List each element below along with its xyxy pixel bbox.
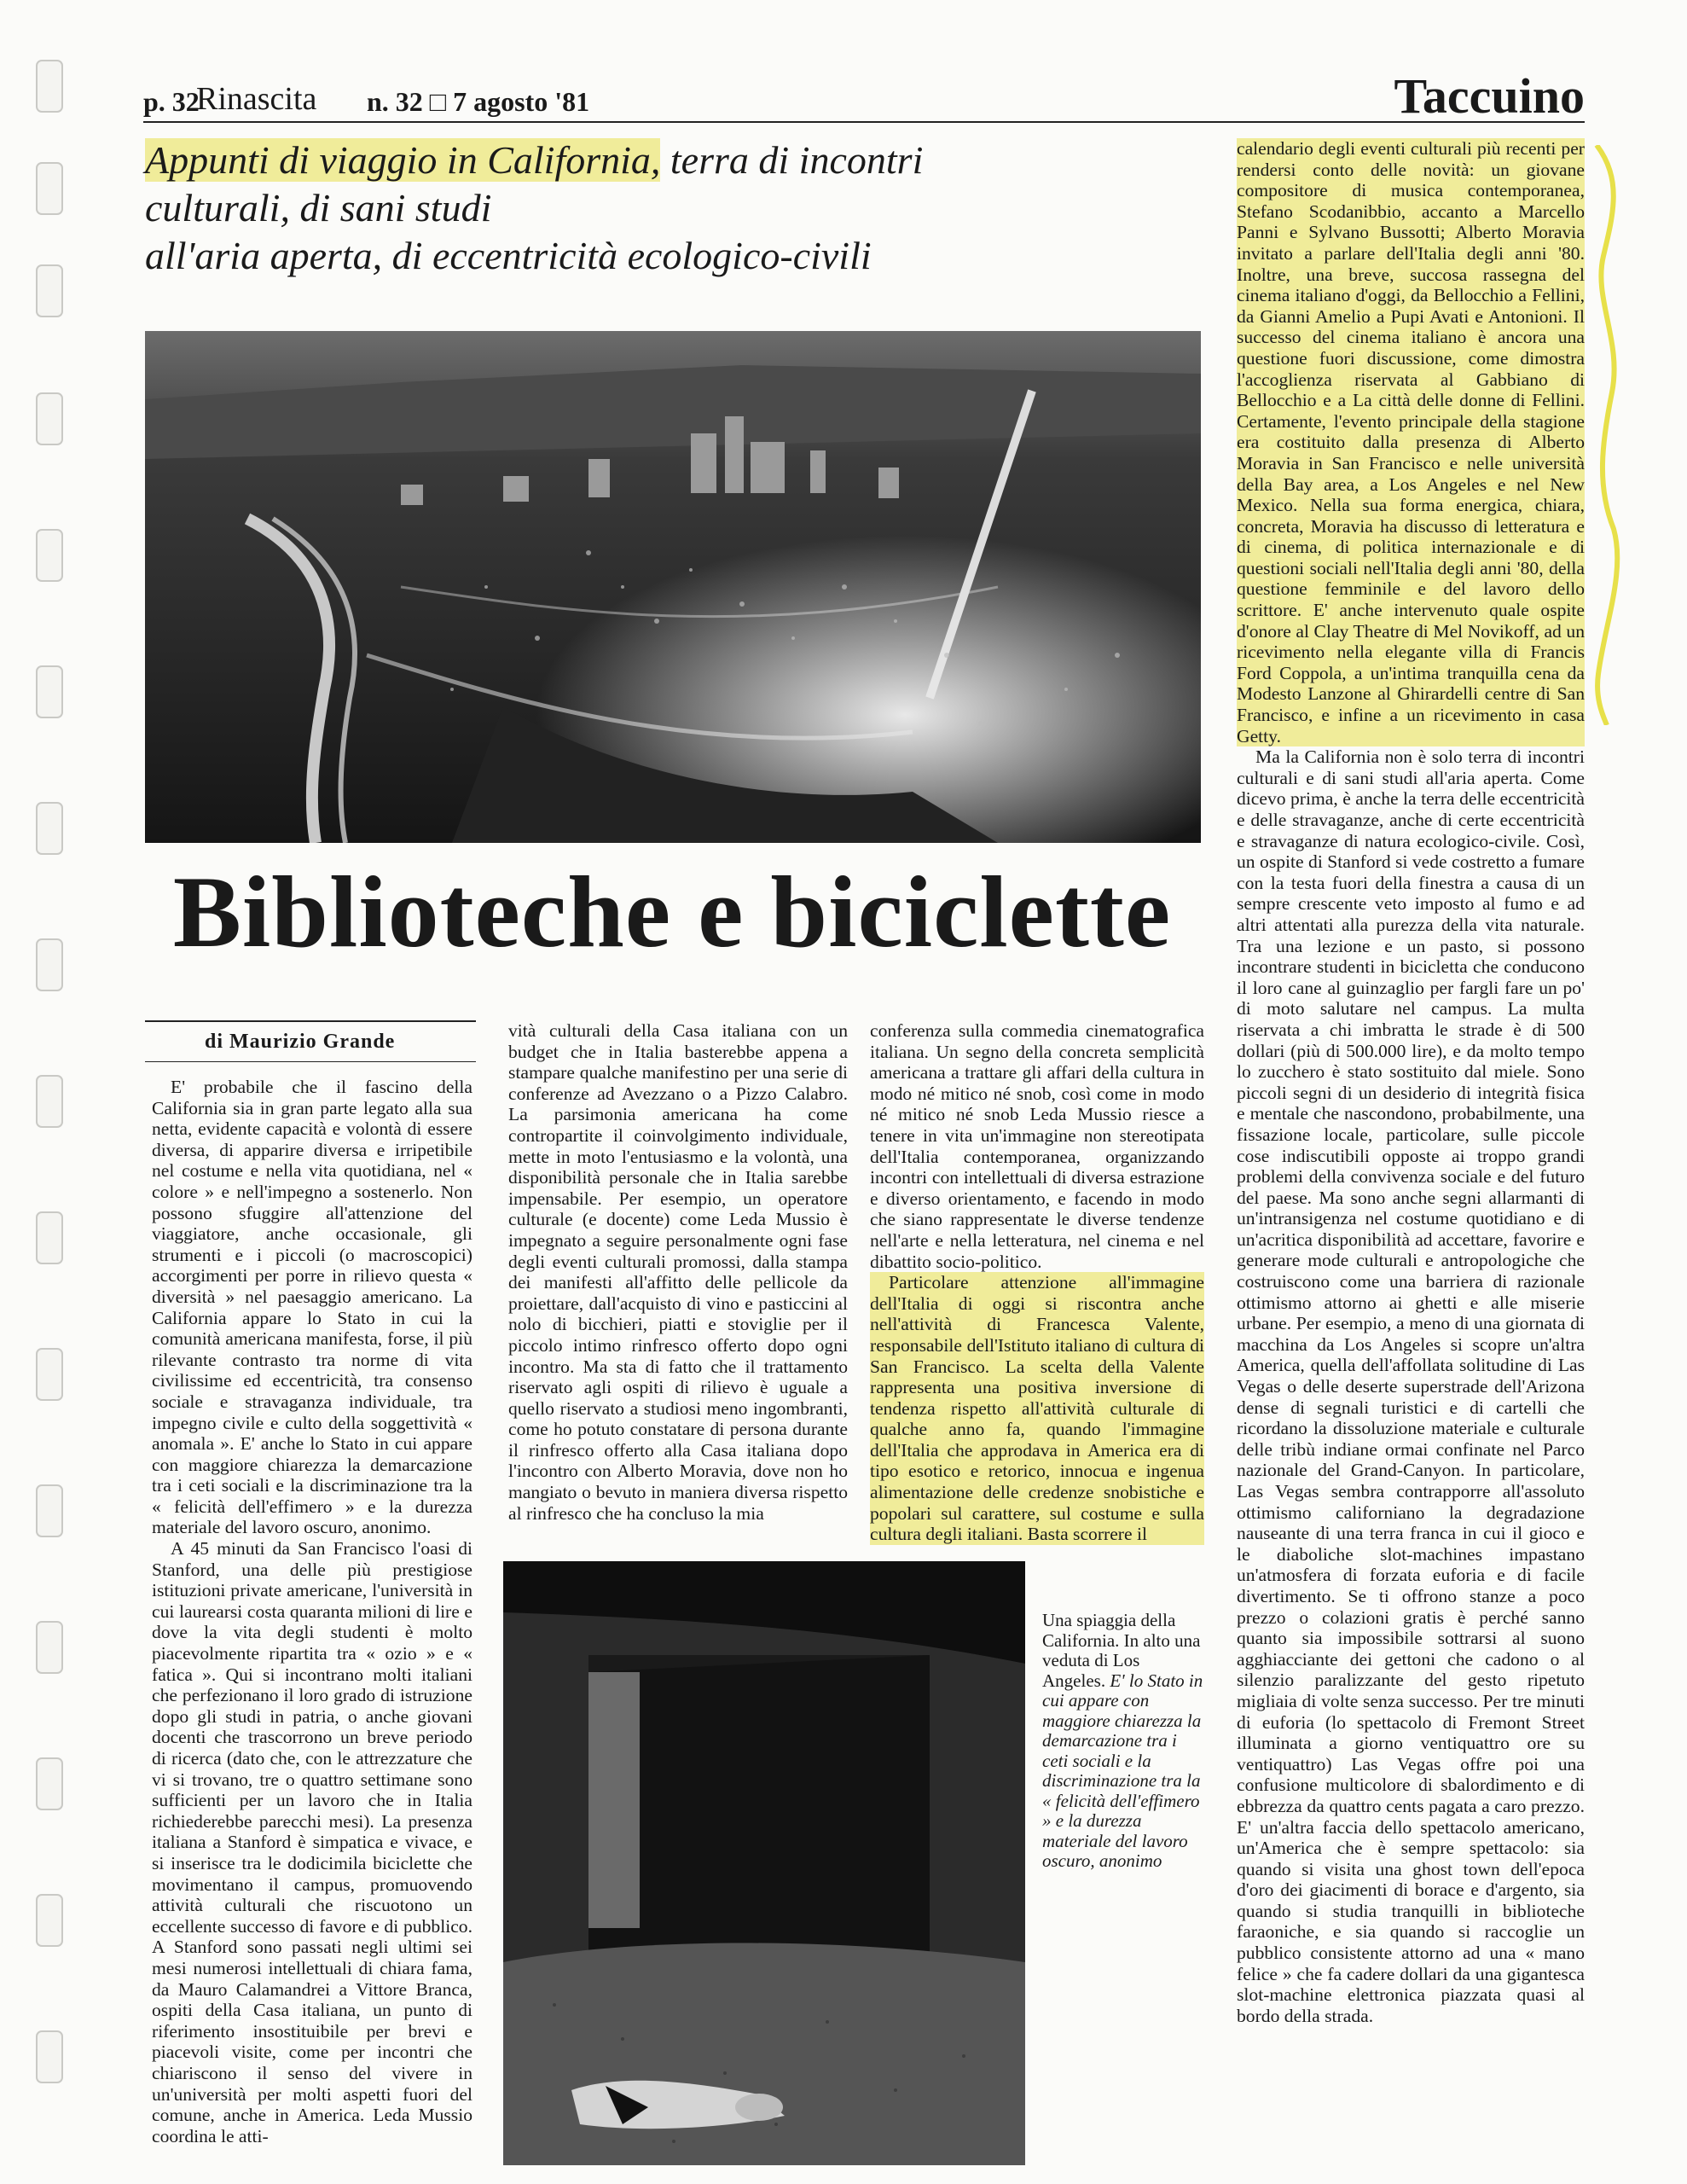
photo-caption bbox=[1042, 1611, 1206, 1872]
deck-line-3: all'aria aperta, di eccentricità ecologico-civili bbox=[145, 234, 872, 277]
byline-rule bbox=[145, 1020, 476, 1022]
column-4 bbox=[1237, 138, 1585, 2026]
col4-paragraph-2: Ma la California non è solo terra di incontri culturali e di sani studi all'aria aperta. Come dicevo prima, è anche la terra delle eccentricità e delle stravaganze, anche di certe eccentricità e stravaganze di natura ecologico-civile. Così, un ospite di Stanford si vede costretto a fumare con la testa fuori della finestra a causa di un sempre crescente veto imposto al fumo e ad altri attentati alla purezza della vita naturale. Tra una lezione e un pasto, si possono incontrare studenti in bicicletta che conducono il loro cane al guinzaglio per fargli fare un po' di moto salutare nel campus. La multa riservata a chi imbratta le strade è di 500 dollari (più di 500.000 lire), e da molto tempo lo zucchero è stato sostituito dal miele. Sono piccoli segni di un desiderio di integrità fisica e mentale che nascondono, probabilmente, una fissazione locale, particolare, sulle piccole cose indiscutibili opposte ai troppo grandi problemi della convivenza sociale e del futuro del paese. Ma sono anche segni allarmanti di un'intransigenza nel costume quotidiano e di un'acritica disponibilità ad accettare, favorire e generare mode culturali e antropologiche che costruiscono come una barriera di razionale ottimismo attorno ai ghetti e alle miserie urbane. Per esempio, a meno di una giornata di macchina da Los Angeles si scopre un'altra America, quella dell'affollata solitudine di Las Vegas o delle deserte superstrade dell'Arizona dense di segnali turistici e di cartelli che ricordano la dissoluzione materiale e culturale delle tribù indiane ormai confinate nel Parco nazionale del Grand-Canyon. In particolare, Las Vegas sembra contrapporre all'assoluto ottimismo californiano la degradazione nauseante di una terra franca in cui il gioco e le diaboliche slot-machines impastano un'atmosfera di forzata euforia e di facile divertimento. Se ti offrono stanze a poco prezzo o colazioni gratis è perché sanno quanto sia impossibile sottrarsi al suono agghiacciante dei gettoni che cadono o al silenzio paralizzante del gesto ripetuto migliaia di volte senza successo. Per tre minuti di euforia (lo spettacolo di Fremont Street illuminata a giorno ventiquattro ore su ventiquattro) Las Vegas offre poi una confusione multicolore di sbalordimento e di ebbrezza da quattro cents pagata a caro prezzo. E' un'altra faccia dello spettacolo americano, un'America che è sempre spettacolo: sia quando si visita una ghost town dell'epoca d'oro dei giacimenti di borace e d'argento, sia quando si studia tranquilli in biblioteche faraoniche, e sia quando si raccoglie un pubblico consistente attorno ad una « mano felice » che fa cadere dollari da una gigantesca slot-machine elettronica piazzata quasi al bordo della strada. bbox=[1237, 746, 1585, 2026]
byline: di Maurizio Grande bbox=[205, 1031, 396, 1053]
page-number: p. 32 bbox=[143, 86, 200, 117]
issue-date: n. 32 □ 7 agosto '81 bbox=[367, 86, 590, 117]
article-deck bbox=[145, 136, 1211, 280]
col3-paragraph-1: conferenza sulla commedia cinematografica italiana. Un segno della concreta semplicità americana a trattare gli affari della cultura in modo né mitico né snob, così come in modo né mitico né snob Leda Mussio riesce a tenere in vita un'immagine non stereotipata dell'Italia contemporanea, organizzando incontri con intellettuali di diversa estrazione e diverso orientamento, e facendo in modo che siano rappresentate le diverse tendenze nell'arte e nella letteratura, nel cinema e nel dibattito socio-politico. bbox=[870, 1020, 1204, 1272]
col3-paragraph-2: Particolare attenzione all'immagine dell'Italia di oggi si riscontra anche nell'attività di Francesca Valente, responsabile dell'Istituto italiano di cultura di San Francisco. La scelta della Valente rappresenta una positiva inversione di tendenza rispetto all'attività culturale di qualche anno fa, quando l'immagine dell'Italia che approdava in America era di tipo esotico e retorico, innocua e ingenua alimentazione delle credenze snobistiche e popolari sul carattere, sul costume e sulla cultura degli italiani. Basta scorrere il bbox=[870, 1272, 1204, 1545]
caption-italic: E' lo Stato in cui appare con maggiore chiarezza la demarcazione tra i ceti sociali e la discriminazione tra la « felicità dell'effimero » e la durezza materiale del lavoro oscuro, anonimo bbox=[1042, 1670, 1203, 1871]
column-3 bbox=[870, 1020, 1204, 1545]
column-1 bbox=[152, 1077, 472, 2146]
deck-line-1: terra di incontri bbox=[660, 138, 924, 182]
column-2 bbox=[508, 1020, 848, 1524]
headline: Biblioteche e biciclette bbox=[172, 855, 1172, 968]
col4-paragraph-1: calendario degli eventi culturali più recenti per rendersi conto delle novità: un giovane compositore di musica contemporanea, Stefano Scodanibbio, accanto a Marcello Panni e Sylvano Bussotti; Alberto Moravia invitato a parlare dell'Italia degli anni '80. Inoltre, una breve, succosa rassegna del cinema italiano d'oggi, da Bellocchio a Fellini, da Gianni Amelio a Pupi Avati e Antonioni. Il successo del cinema italiano è ancora una questione fuori discussione, come dimostra l'accoglienza riservata al Gabbiano di Bellocchio e a La città delle donne di Fellini. Certamente, l'evento principale della stagione era costituito dalla presenza di Alberto Moravia in San Francisco e nelle università della Bay area, a Los Angeles e nel New Mexico. Nella sua forma energica, chiara, concreta, Moravia ha discusso di letteratura e di cinema, di politica internazionale e di questioni sociali nell'Italia degli anni '80, della questione femminile e del lavoro dello scrittore. E' anche intervenuto quale ospite d'onore al Clay Theatre di Mel Novikoff, ad un ricevimento nella elegante villa di Francis Ford Coppola, a un'intima tranquilla cena da Modesto Lanzone al Ghirardelli centre di San Francisco, e infine a un ricevimento in casa Getty. bbox=[1237, 138, 1585, 746]
col2-paragraph-1: vità culturali della Casa italiana con un budget che in Italia basterebbe appena a stampare qualche manifestino per una serie di conferenze ad Avezzano o a Pizzo Calabro. La parsimonia americana ha come contropartite il coinvolgimento individuale, mette in moto l'entusiasmo e la volontà, una disponibilità personale che in Italia sarebbe impensabile. Per esempio, un operatore culturale (e docente) come Leda Mussio è impegnato a seguire personalmente ogni fase degli eventi culturali promossi, dalla stampa dei manifesti all'affitto delle pellicole da proiettare, dall'acquisto di vino e pasticcini al nolo di bicchieri, piatti e stoviglie per il piccolo intimo rinfresco offerto dopo ogni incontro. Ma sta di fatto che il trattamento riservato agli ospiti di rilievo è uguale a quello riservato a studiosi meno ingombranti, come ho potuto constatare di persona durante il rinfresco offerto alla Casa italiana dopo l'incontro con Alberto Moravia, dove non ho mangiato o bevuto in maniera diversa rispetto al rinfresco che ha concluso la mia bbox=[508, 1020, 848, 1524]
page-header bbox=[143, 67, 1585, 123]
deck-line-2: culturali, di sani studi bbox=[145, 186, 492, 229]
col1-paragraph-2: A 45 minuti da San Francisco l'oasi di Stanford, una delle più prestigiose istituzioni private americane, l'università in cui laurearsi costa quaranta milioni di lire e dove la vita degli studenti è molto piacevolmente ripartita tra « ozio » e « fatica ». Qui si incontrano molti italiani che perfezionano il loro grado di istruzione dopo gli studi in patria, o anche giovani docenti che trascorrono un breve periodo di ricerca (dato che, con le attrezzature che vi si trovano, tre o quattro settimane sono sufficienti per un lavoro che in Italia richiederebbe parecchi mesi). La presenza italiana a Stanford è simpatica e vivace, e si inserisce tra le dodicimila biciclette che movimentano il campus, promuovendo attività culturali che riscuotono un eccellente successo di favore e di pubblico. A Stanford sono passati negli ultimi sei mesi numerosi intellettuali di chiara fama, da Mauro Calamandrei a Vittore Branca, ospiti della Casa italiana, un punto di riferimento insostituibile per brevi e piacevoli visite, come per incontri che chiariscono il senso del vivere in un'università per molti aspetti fuori del comune, anche in America. Leda Mussio coordina le atti- bbox=[152, 1538, 472, 2146]
margin-squiggle bbox=[1588, 145, 1639, 725]
col1-paragraph-1: E' probabile che il fascino della California sia in gran parte legato alla sua netta, evidente capacità e volontà di essere diversa, di apparire diversa e irripetibile nel costume e nella vita quotidiana, nel « colore » e nell'impegno a sostenerlo. Non possono sfuggire all'attenzione del viaggiatore, anche occasionale, gli strumenti e i piccoli (o macroscopici) accorgimenti per porre in rilievo questa « diversità » nel paesaggio americano. La California appare lo Stato in cui la comunità americana manifesta, forse, il più rilevante contrasto tra norme di vita civilissime ed eccentricità, tra consenso sociale e stravaganza individuale, tra impegno civile e culto della soggettività « anomala ». E' anche lo Stato in cui appare con maggiore chiarezza la demarcazione tra i ceti sociali e la discriminazione tra la « felicità dell'effimero » e la durezza materiale del lavoro oscuro, anonimo. bbox=[152, 1077, 472, 1538]
aerial-view-photo bbox=[145, 331, 1201, 843]
magazine-name: Rinascita bbox=[196, 81, 317, 117]
beach-photo bbox=[503, 1561, 1025, 2165]
section-title: Taccuino bbox=[1394, 68, 1585, 124]
byline-rule-bottom bbox=[145, 1061, 476, 1062]
deck-highlight: Appunti di viaggio in California, bbox=[145, 138, 661, 182]
caption-text: Una spiaggia della California. In alto una veduta di Los Angeles. bbox=[1042, 1610, 1201, 1691]
